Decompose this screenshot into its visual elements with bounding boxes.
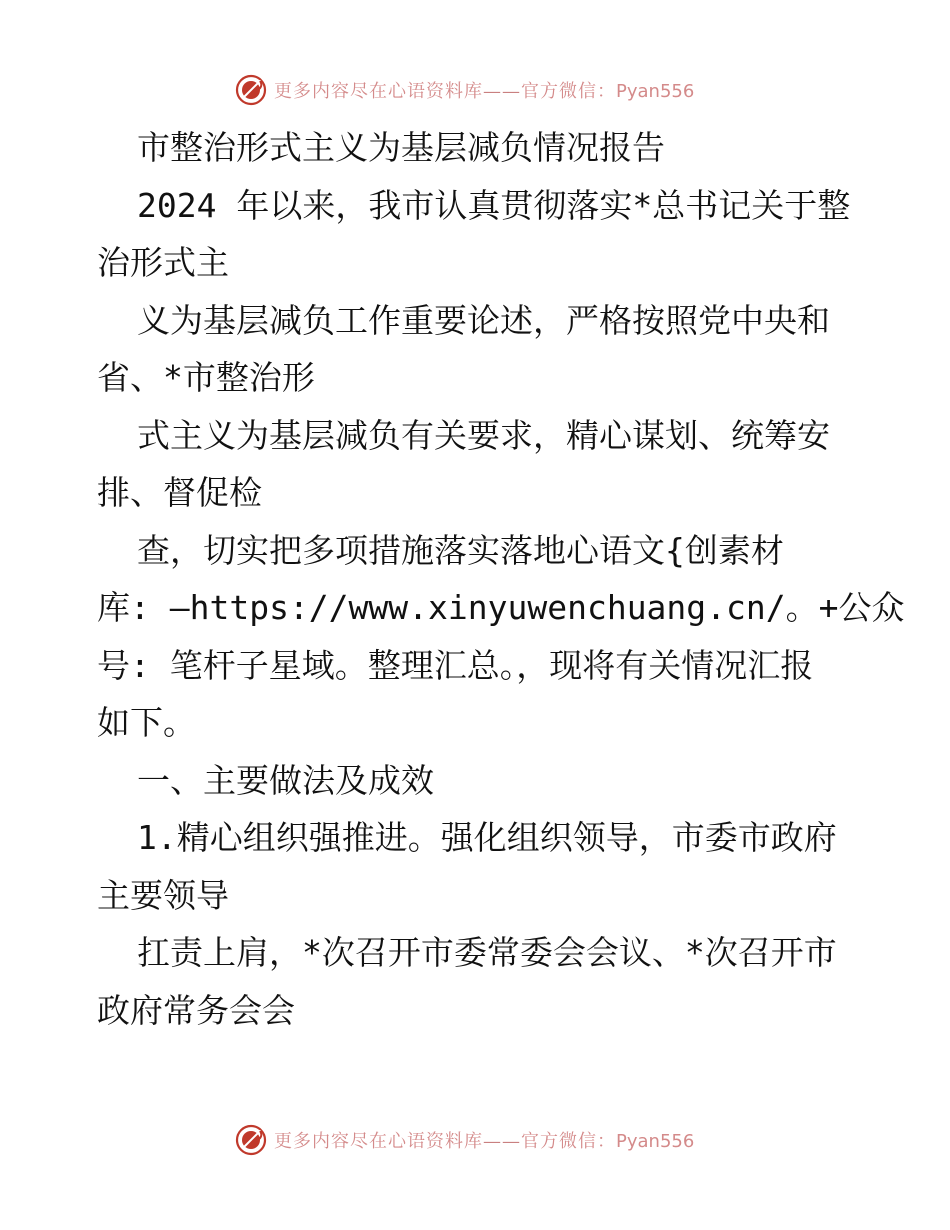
text-line: 如下。: [97, 703, 196, 742]
watermark-wechat-id: Pyan556: [616, 81, 695, 102]
text-line: 号: 笔杆子星域。整理汇总。，现将有关情况汇报: [97, 645, 814, 685]
watermark-text: [274, 1127, 694, 1153]
watermark-text: [274, 77, 694, 103]
text-line: 义为基层减负工作重要论述，严格按照党中央和: [137, 300, 830, 340]
text-line: 排、督促检: [97, 473, 262, 512]
text-line: 1.精心组织强推进。强化组织领导，市委市政府: [137, 818, 837, 857]
document-body: [97, 119, 905, 1039]
watermark-wechat-label: 官方微信：: [521, 81, 616, 102]
text-line: 治形式主: [97, 243, 229, 282]
watermark-brand: 更多内容尽在心语资料库: [274, 1131, 483, 1152]
quill-circle-icon: [234, 1123, 268, 1157]
text-line: 扛责上肩，*次召开市委常委会会议、*次召开市: [137, 933, 837, 972]
text-line: 一、主要做法及成效: [137, 760, 434, 800]
watermark-separator: ——: [483, 81, 521, 102]
watermark-brand: 更多内容尽在心语资料库: [274, 81, 483, 102]
text-line: 政府常务会会: [97, 990, 295, 1030]
watermark-header: [234, 73, 694, 107]
text-line: 省、*市整治形: [97, 358, 315, 397]
watermark-wechat-id: Pyan556: [616, 1131, 695, 1152]
text-line: 式主义为基层减负有关要求，精心谋划、统筹安: [137, 415, 830, 455]
text-line: 库: —https://www.xinyuwenchuang.cn/。+公众: [97, 588, 905, 627]
document-title: 市整治形式主义为基层减负情况报告: [137, 128, 665, 167]
watermark-separator: ——: [483, 1131, 521, 1152]
quill-circle-icon: [234, 73, 268, 107]
text-line: 2024 年以来，我市认真贯彻落实*总书记关于整: [137, 185, 851, 225]
watermark-wechat-label: 官方微信：: [521, 1131, 616, 1152]
text-line: 查，切实把多项措施落实落地心语文{创素材: [137, 530, 784, 570]
text-line: 主要领导: [97, 875, 229, 915]
watermark-footer: [234, 1123, 694, 1157]
